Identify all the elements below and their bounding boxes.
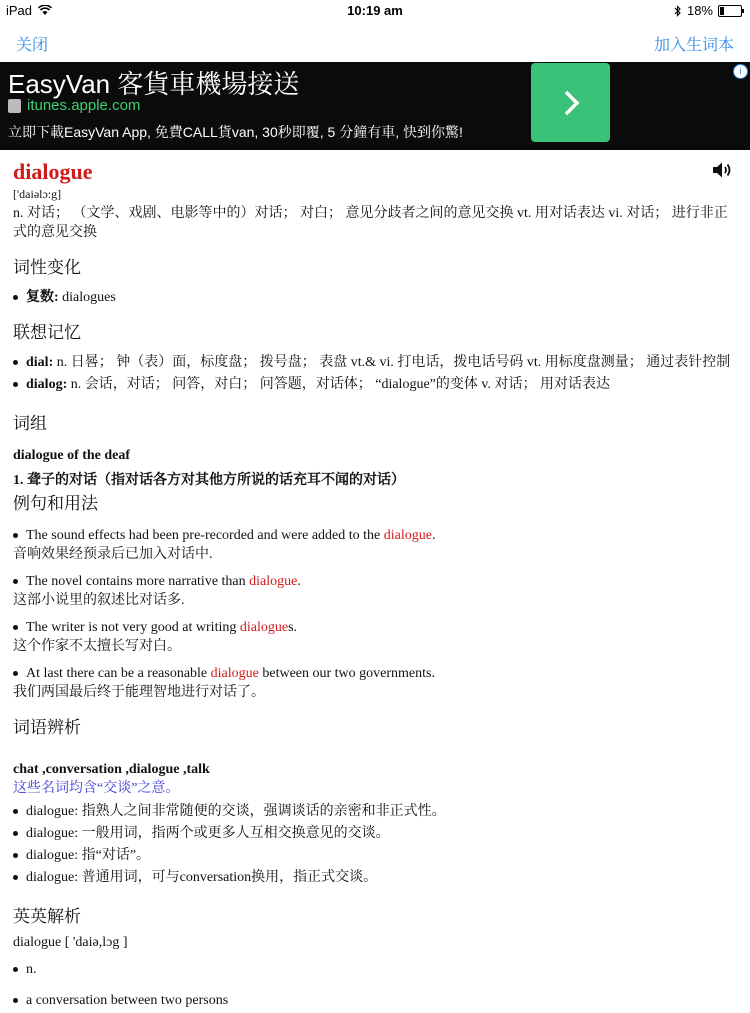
add-to-vocabulary-button[interactable]: 加入生词本 [653,37,734,54]
list-item: a conversation between two persons [13,991,737,1010]
ad-info-icon[interactable]: i [733,64,748,79]
example-translation: 这部小说里的叙述比对话多. [13,593,185,608]
definition: n. 对话； （文学、戏剧、电影等中的）对话； 对白； 意见分歧者之间的意见交换 vt. 用对话表达 vi. 对话； 进行非正式的意见交换 [13,206,728,240]
phonetic: ['daiəlɔ:g] [13,187,62,201]
ad-banner[interactable] [0,62,750,150]
ad-title[interactable]: EasyVan 客貨車機場接送 [8,69,300,99]
nav-bar [0,22,750,62]
example-translation: 音响效果经预录后已加入对话中. [13,547,213,562]
synonym-words: chat ,conversation ,dialogue ,talk [13,762,210,777]
section-synonyms-heading: 词语辨析 [13,718,81,737]
list-item [13,353,737,372]
speaker-icon[interactable] [712,161,734,179]
list-item: The writer is not very good at writing dialogues. 这个作家不太擅长写对白。 [13,618,737,656]
list-item: At last there can be a reasonable dialogue between our two governments. 我们两国最后终于能理智地进行对话了。 [13,664,737,702]
inflection-value: dialogues [62,290,116,305]
section-english-heading: 英英解析 [13,907,81,926]
headword: dialogue [13,159,93,184]
device-name: iPad [6,3,33,18]
highlight-word: dialogue [239,620,289,635]
list-item [13,288,737,307]
english-headword: dialogue [ 'daiə,lɔg ] [13,935,128,950]
battery-percent: 18% [686,3,713,18]
list-item: The sound effects had been pre-recorded and were added to the dialogue. 音响效果经预录后已加入对话中. [13,526,737,564]
section-memory-heading: 联想记忆 [13,323,81,342]
ad-domain-row [8,97,140,114]
chevron-right-icon [556,88,586,118]
highlight-word: dialogue [383,528,432,543]
list-item: The novel contains more narrative than dialogue. 这部小说里的叙述比对话多. [13,572,737,610]
app-store-icon [8,99,21,113]
example-translation: 这个作家不太擅长写对白。 [13,639,181,654]
example-translation: 我们两国最后终于能理智地进行对话了。 [13,685,265,700]
highlight-word: dialogue [210,666,259,681]
section-inflection-heading: 词性变化 [13,258,81,277]
ad-text: 立即下載EasyVan App, 免費CALL貨van, 30秒即覆, 5 分鐘有車, 快到你驚! [8,124,463,140]
list-item [13,375,737,394]
memory-word: dial: [26,355,54,370]
status-bar [0,0,750,22]
synonyms-list [13,802,737,887]
inflection-list [13,288,737,307]
list-item: dialogue: 普通用词，可与conversation换用，指正式交谈。 [13,868,737,887]
memory-list [13,353,737,394]
english-list [13,960,737,1010]
list-item: n. [13,960,737,979]
section-examples-heading: 例句和用法 [13,494,98,513]
section-phrases-heading: 词组 [13,414,47,433]
list-item: dialogue: 一般用词，指两个或更多人互相交换意见的交谈。 [13,824,737,843]
status-time: 10:19 am [347,3,403,18]
list-item: dialogue: 指“对话”。 [13,846,737,865]
highlight-word: dialogue [249,574,298,589]
bluetooth-icon [674,5,682,17]
dictionary-entry [13,158,737,1013]
list-item: dialogue: 指熟人之间非常随便的交谈，强调谈话的亲密和非正式性。 [13,802,737,821]
inflection-label: 复数: [26,290,59,305]
phrase: dialogue of the deaf [13,448,131,463]
ad-open-button[interactable] [531,63,610,142]
memory-text: n. 日晷； 钟（表）面，标度盘； 拨号盘； 表盘 vt.& vi. 打电话，拨电话号码 vt. 用标度盘测量； 通过表针控制 [56,355,731,370]
battery-icon [718,5,742,17]
ad-domain: itunes.apple.com [27,97,141,114]
examples-list [13,526,737,702]
synonym-note: 这些名词均含“交谈”之意。 [13,781,180,796]
close-button[interactable]: 关闭 [16,37,49,54]
phrase-meaning: 1. 聋子的对话（指对话各方对其他方所说的话充耳不闻的对话） [13,473,405,488]
memory-text: n. 会话，对话； 问答，对白； 问答题，对话体； “dialogue”的变体 v. 对话； 用对话表达 [70,377,610,392]
memory-word: dialog: [26,377,68,392]
